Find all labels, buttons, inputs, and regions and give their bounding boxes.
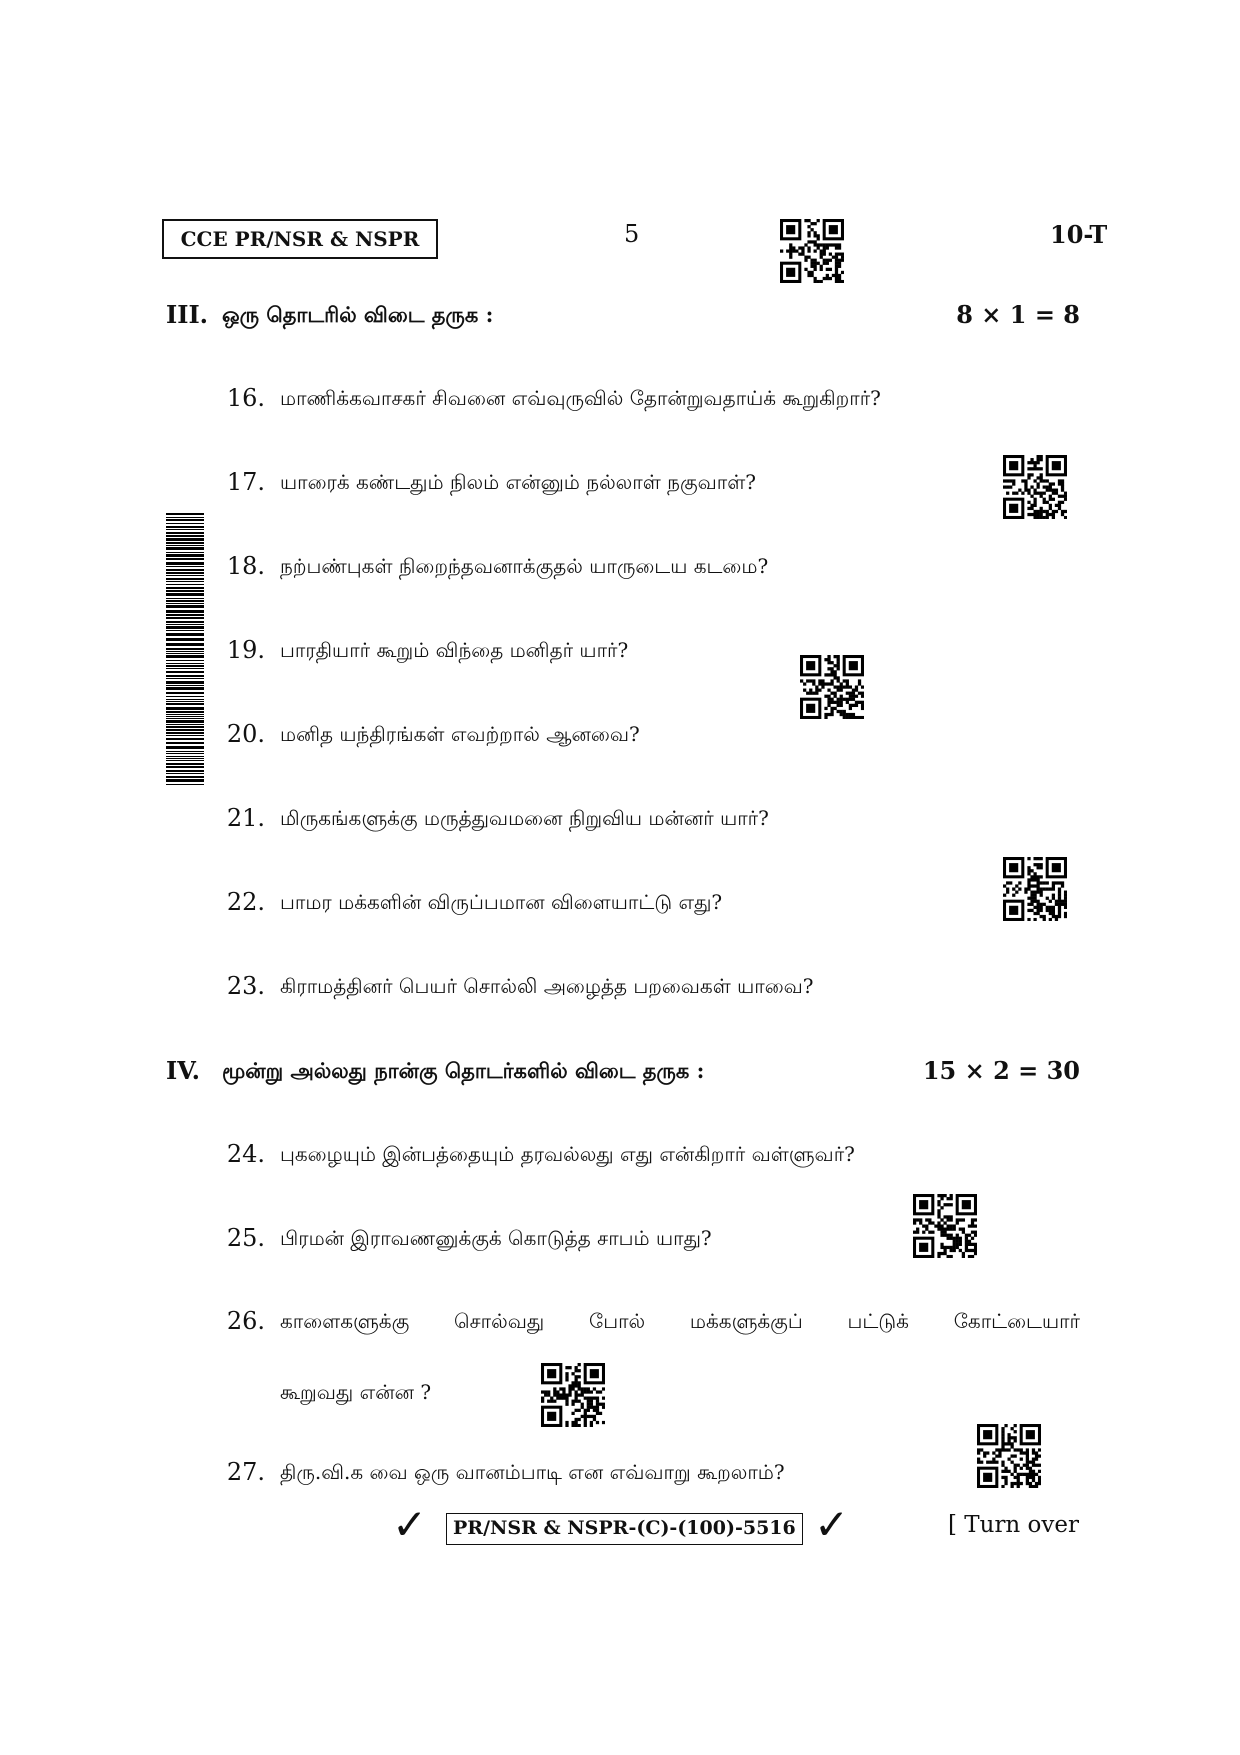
qr-code-icon bbox=[541, 1363, 605, 1427]
section-marks: 15 × 2 = 30 bbox=[922, 1056, 1080, 1085]
section-instruction: மூன்று அல்லது நான்கு தொடர்களில் விடை தருக : bbox=[222, 1058, 705, 1083]
qr-code-icon bbox=[913, 1194, 977, 1258]
question-text: காளைகளுக்கு சொல்வது போல் மக்களுக்குப் பட்டுக் கோட்டையார் bbox=[280, 1309, 1080, 1333]
question-text: யாரைக் கண்டதும் நிலம் என்னும் நல்லாள் நகுவாள்? bbox=[280, 470, 756, 494]
question-text: பிரமன் இராவணனுக்குக் கொடுத்த சாபம் யாது? bbox=[280, 1226, 712, 1250]
question-text: நற்பண்புகள் நிறைந்தவனாக்குதல் யாருடைய கடமை? bbox=[280, 554, 769, 578]
question-text: பாரதியார் கூறும் விந்தை மனிதர் யார்? bbox=[280, 638, 629, 662]
qr-code-icon bbox=[780, 219, 844, 283]
question-text: புகழையும் இன்பத்தையும் தரவல்லது எது என்கிறார் வள்ளுவர்? bbox=[280, 1142, 855, 1166]
section-marks: 8 × 1 = 8 bbox=[956, 300, 1080, 329]
question-number: 16. bbox=[226, 384, 265, 412]
paper-code: 10-T bbox=[1050, 220, 1108, 249]
section-instruction: ஒரு தொடரில் விடை தருக : bbox=[222, 302, 494, 327]
exam-code-box: CCE PR/NSR & NSPR bbox=[162, 219, 438, 259]
qr-code-icon bbox=[800, 655, 864, 719]
question-text: மிருகங்களுக்கு மருத்துவமனை நிறுவிய மன்னர் யார்? bbox=[280, 806, 769, 830]
check-mark-icon: ✓ bbox=[814, 1500, 850, 1549]
question-text: மாணிக்கவாசகர் சிவனை எவ்வுருவில் தோன்றுவதாய்க் கூறுகிறார்? bbox=[280, 386, 881, 410]
question-number: 27. bbox=[226, 1458, 265, 1486]
qr-code-icon bbox=[1003, 455, 1067, 519]
question-text: மனித யந்திரங்கள் எவற்றால் ஆனவை? bbox=[280, 722, 640, 746]
page-number: 5 bbox=[624, 220, 640, 248]
question-number: 25. bbox=[226, 1224, 265, 1252]
question-text: பாமர மக்களின் விருப்பமான விளையாட்டு எது? bbox=[280, 890, 723, 914]
turn-over-text: [ Turn over bbox=[948, 1512, 1080, 1538]
qr-code-icon bbox=[1003, 857, 1067, 921]
question-number: 24. bbox=[226, 1140, 265, 1168]
question-text: கிராமத்தினர் பெயர் சொல்லி அழைத்த பறவைகள் யாவை? bbox=[280, 974, 814, 998]
question-number: 18. bbox=[226, 552, 265, 580]
question-text-continued: கூறுவது என்ன ? bbox=[280, 1380, 432, 1404]
question-number: 21. bbox=[226, 804, 265, 832]
question-number: 23. bbox=[226, 972, 265, 1000]
question-number: 19. bbox=[226, 636, 265, 664]
question-number: 26. bbox=[226, 1307, 265, 1335]
question-text: திரு.வி.க வை ஒரு வானம்பாடி என எவ்வாறு கூறலாம்? bbox=[280, 1460, 785, 1484]
question-number: 22. bbox=[226, 888, 265, 916]
qr-code-icon bbox=[977, 1424, 1041, 1488]
section-number: IV. bbox=[166, 1056, 201, 1085]
question-number: 20. bbox=[226, 720, 265, 748]
check-mark-icon: ✓ bbox=[392, 1500, 428, 1549]
section-number: III. bbox=[166, 300, 209, 329]
footer-code: PR/NSR & NSPR-(C)-(100)-5516 bbox=[446, 1513, 803, 1545]
question-number: 17. bbox=[226, 468, 265, 496]
barcode-icon bbox=[166, 513, 204, 785]
